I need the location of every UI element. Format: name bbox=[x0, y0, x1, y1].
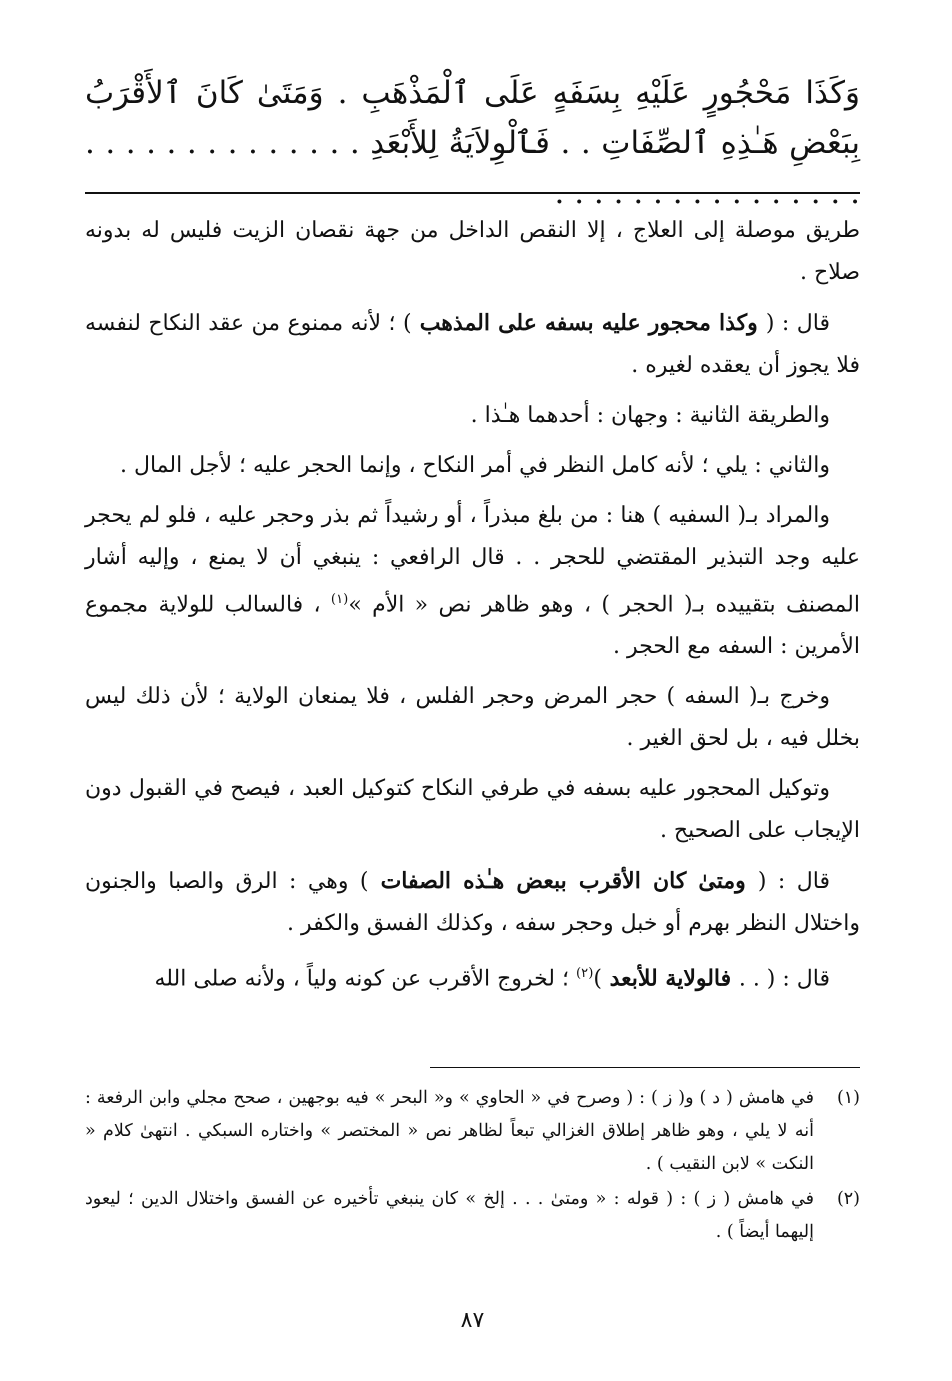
commentary-paragraph-9: قال : ( . . فالولاية للأبعد )$^{(٢)}$ ؛ لخروج الأقرب عن كونه ولياً ، ولأنه صلى الله bbox=[154, 965, 830, 992]
commentary-paragraph-3: والطريقة الثانية : وجهان : أحدهما هـٰذا . bbox=[470, 403, 830, 428]
commentary-paragraph-6: وخرج بـ( السفه ) حجر المرض وحجر الفلس ، فلا يمنعان الولاية ؛ لأن ذلك ليس بخلل فيه ، بل لحق الغير . bbox=[85, 684, 860, 752]
footnotes bbox=[85, 1082, 860, 1251]
matn-separator-line bbox=[85, 192, 860, 194]
footnote-ref-2[interactable]: (٢) bbox=[575, 966, 594, 982]
commentary-paragraph-8: قال : ( ومتىٰ كان الأقرب ببعض هـٰذه الصفات ) وهي : الرق والصبا والجنون واختلال النظر بهرم أو خبل وحجر سفه ، وكذلك الفسق والكفر . bbox=[85, 868, 860, 937]
footnote-text: في هامش ( ز ) : ( قوله : « ومتىٰ . . . إلخ » كان ينبغي تأخيره عن الفسق واختلال الدين ؛ ليعود إليهما أيضاً ) . bbox=[85, 1189, 814, 1242]
book-page bbox=[85, 0, 860, 1381]
quoted-matn: فالولاية للأبعد bbox=[601, 965, 739, 992]
footnote-ref-1[interactable]: (١) bbox=[330, 592, 349, 607]
commentary-paragraph-7: وتوكيل المحجور عليه بسفه في طرفي النكاح كتوكيل العبد ، فيصح في القبول دون الإيجاب على الصحيح . bbox=[85, 776, 860, 844]
footnote-number: (١) bbox=[836, 1088, 860, 1108]
commentary-paragraph-1: طريق موصلة إلى العلاج ، إلا النقص الداخل من جهة نقصان الزيت فليس له بدونه صلاح . bbox=[85, 218, 860, 285]
commentary bbox=[85, 210, 860, 1009]
footnote-separator-line bbox=[430, 1067, 860, 1068]
footnote-1 bbox=[85, 1082, 860, 1181]
footnote-number: (٢) bbox=[836, 1189, 860, 1209]
matn-text: وَكَذَا مَحْجُورٍ عَلَيْهِ بِسَفَهٍ عَلَى ٱلْمَذْهَبِ . وَمَتَىٰ كَانَ ٱلأَقْرَبُ بِبَعْضِ هَـٰذِهِ ٱلصِّفَاتِ . . فَٱلْوِلاَيَةُ لِلأَبْعَدِ . . . . . . . . . . . . . . . . . . . . . . . . . . . . . . bbox=[85, 75, 860, 211]
page-number: ٨٧ bbox=[460, 1308, 485, 1333]
footnote-text: في هامش ( د ) و( ز ) : ( وصرح في « الحاوي » و« البحر » فيه بوجهين ، صحح مجلي وابن الرفعة : أنه لا يلي ، وهو ظاهر إطلاق الغزالي تبعاً لظاهر نص « المختصر » واختاره السبكي . انتهىٰ كلام « النكت » لابن النقيب ) . bbox=[85, 1088, 814, 1174]
quoted-matn: ومتىٰ كان الأقرب ببعض هـٰذه الصفات bbox=[368, 868, 758, 895]
commentary-paragraph-4: والثاني : يلي ؛ لأنه كامل النظر في أمر النكاح ، وإنما الحجر عليه ؛ لأجل المال . bbox=[120, 453, 830, 478]
footnote-2 bbox=[85, 1183, 860, 1249]
commentary-paragraph-2: قال : ( وكذا محجور عليه بسفه على المذهب ) ؛ لأنه ممنوع من عقد النكاح لنفسه فلا يجوز أن يعقده لغيره . bbox=[85, 310, 860, 378]
quoted-matn: وكذا محجور عليه بسفه على المذهب bbox=[411, 310, 766, 336]
commentary-paragraph-5: والمراد بـ( السفيه ) هنا : من بلغ مبذراً ، أو رشيداً ثم بذر وحجر عليه ، فلو لم يحجر عليه وجد التبذير المقتضي للحجر . . قال الرافعي : ينبغي أن لا يمنع ، وإليه أشار المصنف بتقييده بـ( الحجر ) ، وهو ظاهر نص « الأم »$^{(١)}$ ، فالسالب للولاية مجموع الأمرين : السفه مع الحجر . bbox=[85, 503, 860, 660]
